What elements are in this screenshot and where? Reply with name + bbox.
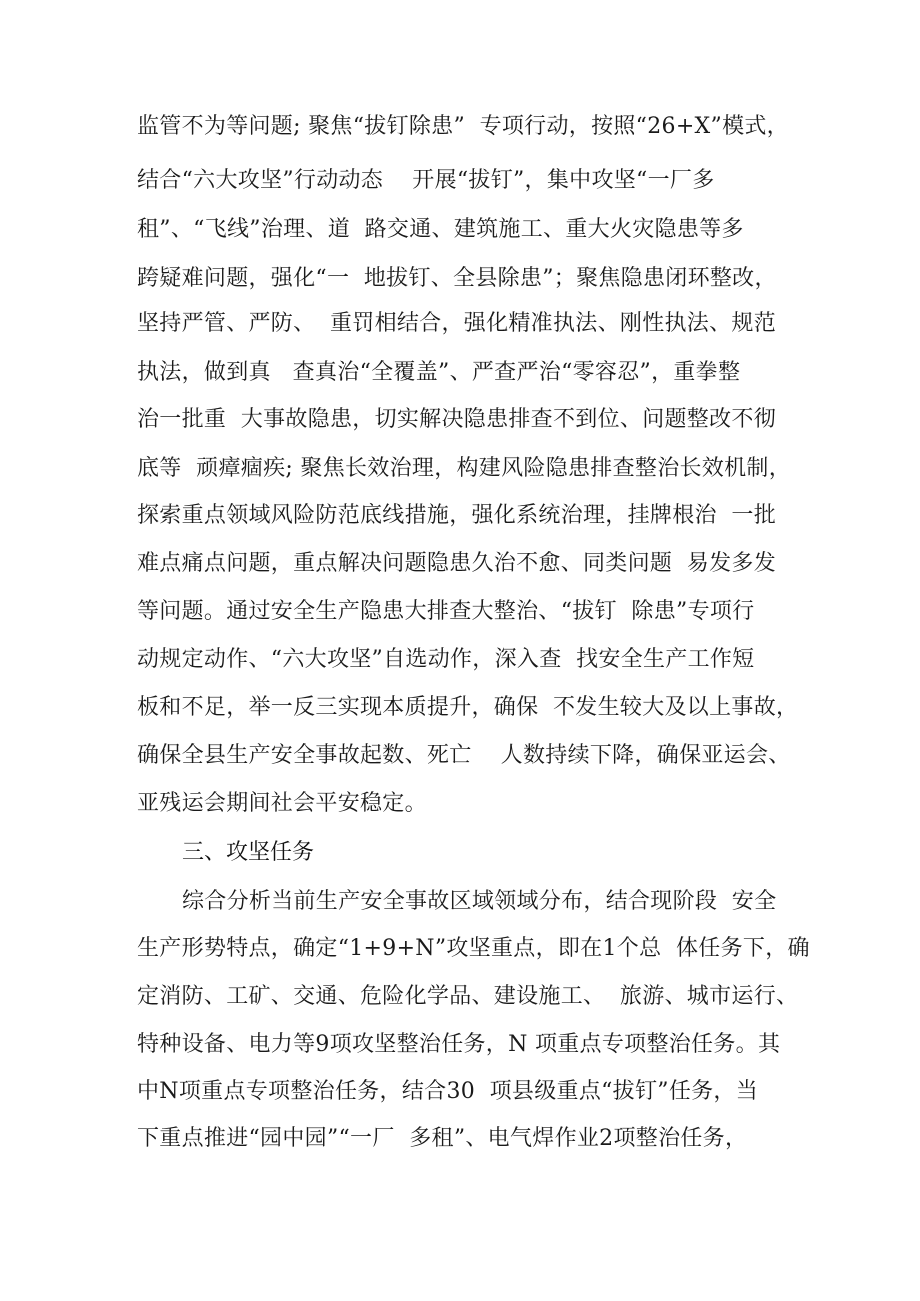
paragraph-line: 底等 顽瘴痼疾; 聚焦长效治理，构建风险隐患排查整治长效机制， — [137, 456, 791, 481]
paragraph-line: 亚残运会期间社会平安稳定。 — [137, 791, 427, 816]
paragraph-line: 治一批重 大事故隐患，切实解决隐患排查不到位、问题整改不彻 — [137, 407, 776, 432]
paragraph-line: 下重点推进“园中园”“一厂 多租”、电气焊作业2项整治任务， — [137, 1126, 748, 1151]
section-heading: 三、攻坚任务 — [182, 840, 315, 865]
paragraph-line: 等问题。通过安全生产隐患大排查大整治、“拔钉 除患”专项行 — [137, 599, 755, 624]
paragraph-line: 探索重点领域风险防范底线措施，强化系统治理，挂牌根治 一批 — [137, 503, 776, 528]
paragraph-line: 结合“六大攻坚”行动动态 开展“拔钉”，集中攻坚“一厂多 — [137, 168, 715, 193]
paragraph-line: 动规定动作、“六大攻坚”自选动作，深入查 找安全生产工作短 — [137, 647, 755, 672]
paragraph-line: 中N项重点专项整治任务，结合30 项县级重点“拔钉”任务，当 — [137, 1079, 759, 1104]
paragraph-line: 确保全县生产安全事故起数、死亡 人数持续下降，确保亚运会、 — [137, 743, 791, 768]
paragraph-line: 跨疑难问题，强化“一 地拔钉、全县除患”；聚焦隐患闭环整改， — [137, 266, 777, 291]
paragraph-line: 生产形势特点，确定“1+9+N”攻坚重点，即在1个总 体任务下，确 — [137, 936, 810, 961]
paragraph-line: 坚持严管、严防、 重罚相结合，强化精准执法、刚性执法、规范 — [137, 311, 776, 336]
paragraph-line: 难点痛点问题，重点解决问题隐患久治不愈、同类问题 易发多发 — [137, 551, 776, 576]
paragraph-line: 执法，做到真 查真治“全覆盖”、严查严治“零容忍”，重拳整 — [137, 360, 741, 385]
paragraph-line: 租”、“飞线”治理、道 路交通、建筑施工、重大火灾隐患等多 — [137, 217, 744, 242]
paragraph-line: 定消防、工矿、交通、危险化学品、建设施工、 旅游、城市运行、 — [137, 984, 799, 1009]
paragraph-line: 监管不为等问题; 聚焦“拔钉除患” 专项行动，按照“26+X”模式， — [137, 114, 789, 139]
paragraph-line: 特种设备、电力等9项攻坚整治任务，N 项重点专项整治任务。其 — [137, 1032, 781, 1057]
paragraph-line: 板和不足，举一反三实现本质提升，确保 不发生较大及以上事故， — [137, 695, 799, 720]
paragraph-line: 综合分析当前生产安全事故区域领域分布，结合现阶段 安全 — [182, 889, 777, 914]
